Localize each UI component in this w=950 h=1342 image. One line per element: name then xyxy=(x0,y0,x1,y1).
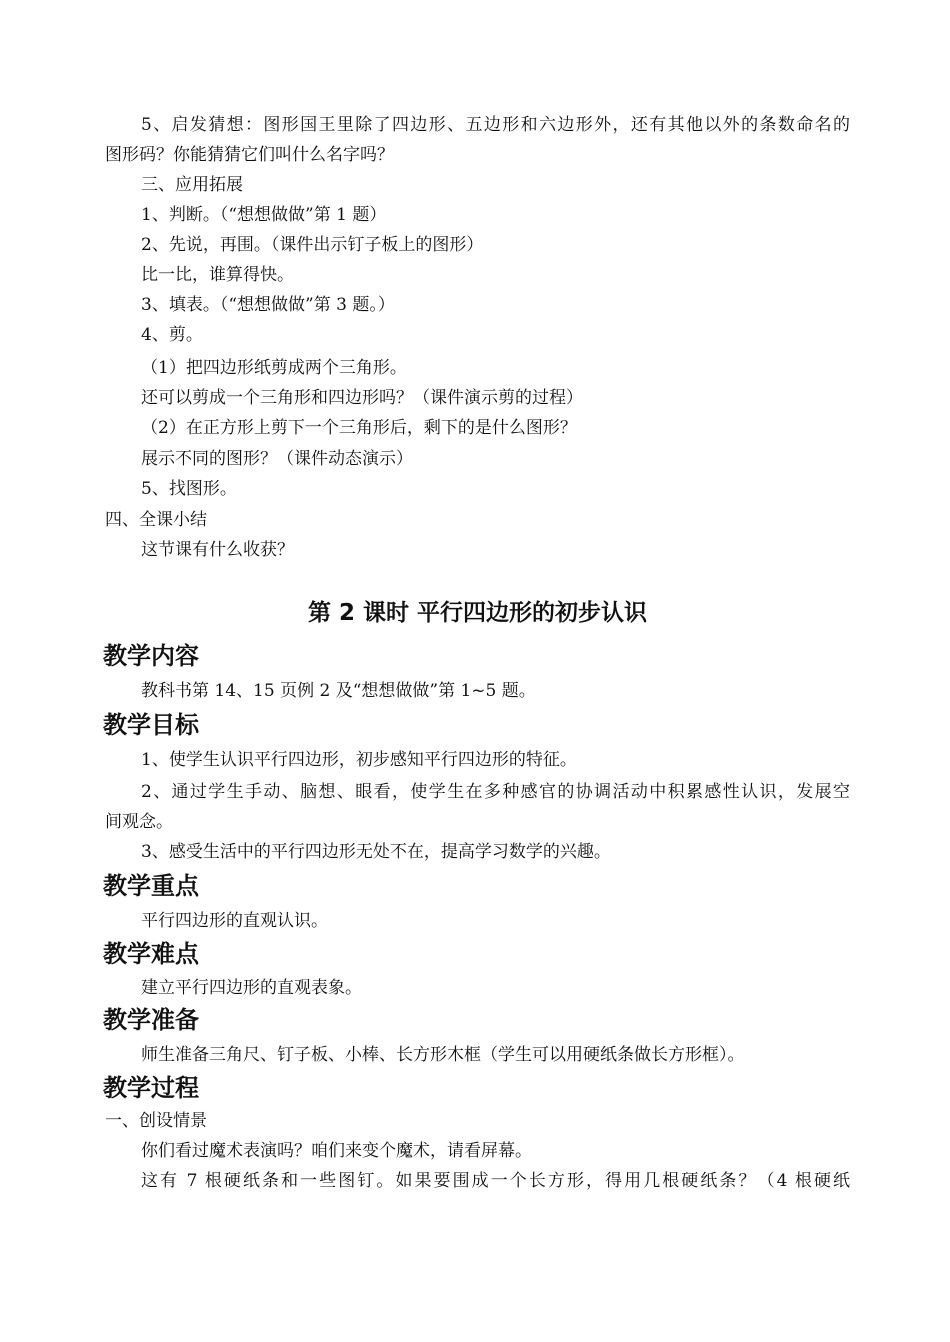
heading-teaching-content: 教学内容 xyxy=(103,642,199,670)
process-step-1-title: 一、创设情景 xyxy=(105,1111,207,1131)
section-heading-summary: 四、全课小结 xyxy=(105,510,207,530)
goal-item-1: 1、使学生认识平行四边形，初步感知平行四边形的特征。 xyxy=(141,750,577,770)
process-step-1-text-2: 这有 7 根硬纸条和一些图钉。如果要围成一个长方形，得用几根硬纸条？（4 根硬纸 xyxy=(141,1171,850,1191)
goal-item-2-line1: 2、通过学生手动、脑想、眼看，使学生在多种感官的协调活动中积累感性认识，发展空 xyxy=(141,782,850,802)
list-item-fill-table: 3、填表。（“想想做做”第 3 题。） xyxy=(141,295,395,315)
paragraph-guess-line1: 5、启发猜想：图形国王里除了四边形、五边形和六边形外，还有其他以外的条数命名的 xyxy=(141,115,850,135)
heading-teaching-goals: 教学目标 xyxy=(103,711,199,739)
difficulties-text: 建立平行四边形的直观表象。 xyxy=(141,978,362,998)
section-heading-apply: 三、应用拓展 xyxy=(141,175,243,195)
list-subitem-note-show-shapes: 展示不同的图形？（课件动态演示） xyxy=(141,449,413,469)
summary-question: 这节课有什么收获？ xyxy=(141,540,294,560)
paragraph-guess-line2: 图形码？你能猜猜它们叫什么名字吗？ xyxy=(105,145,394,165)
list-subitem-cut-square: （2）在正方形上剪下一个三角形后，剩下的是什么图形？ xyxy=(141,418,577,438)
heading-key-points: 教学重点 xyxy=(103,872,199,900)
heading-preparation: 教学准备 xyxy=(103,1006,199,1034)
teaching-content-text: 教科书第 14、15 页例 2 及“想想做做”第 1~5 题。 xyxy=(141,681,536,701)
key-points-text: 平行四边形的直观认识。 xyxy=(141,911,328,931)
list-item-note-compare: 比一比，谁算得快。 xyxy=(141,265,294,285)
heading-difficulties: 教学难点 xyxy=(103,940,199,968)
list-item-judge: 1、判断。（“想想做做”第 1 题） xyxy=(141,205,387,225)
preparation-text: 师生准备三角尺、钉子板、小棒、长方形木框（学生可以用硬纸条做长方形框）。 xyxy=(141,1045,745,1065)
list-item-say-and-make: 2、先说，再围。（课件出示钉子板上的图形） xyxy=(141,235,484,255)
heading-teaching-process: 教学过程 xyxy=(103,1074,199,1102)
list-item-find-shapes: 5、找图形。 xyxy=(141,479,237,499)
list-subitem-note-cut-process: 还可以剪成一个三角形和四边形吗？（课件演示剪的过程） xyxy=(141,388,583,408)
process-step-1-text-1: 你们看过魔术表演吗？咱们来变个魔术，请看屏幕。 xyxy=(141,1141,532,1161)
goal-item-2-line2: 间观念。 xyxy=(105,812,173,832)
goal-item-3: 3、感受生活中的平行四边形无处不在，提高学习数学的兴趣。 xyxy=(141,842,611,862)
list-subitem-cut-quadrilateral: （1）把四边形纸剪成两个三角形。 xyxy=(141,358,407,378)
list-item-cut: 4、剪。 xyxy=(141,325,203,345)
lesson-title: 第 2 课时 平行四边形的初步认识 xyxy=(307,600,648,626)
